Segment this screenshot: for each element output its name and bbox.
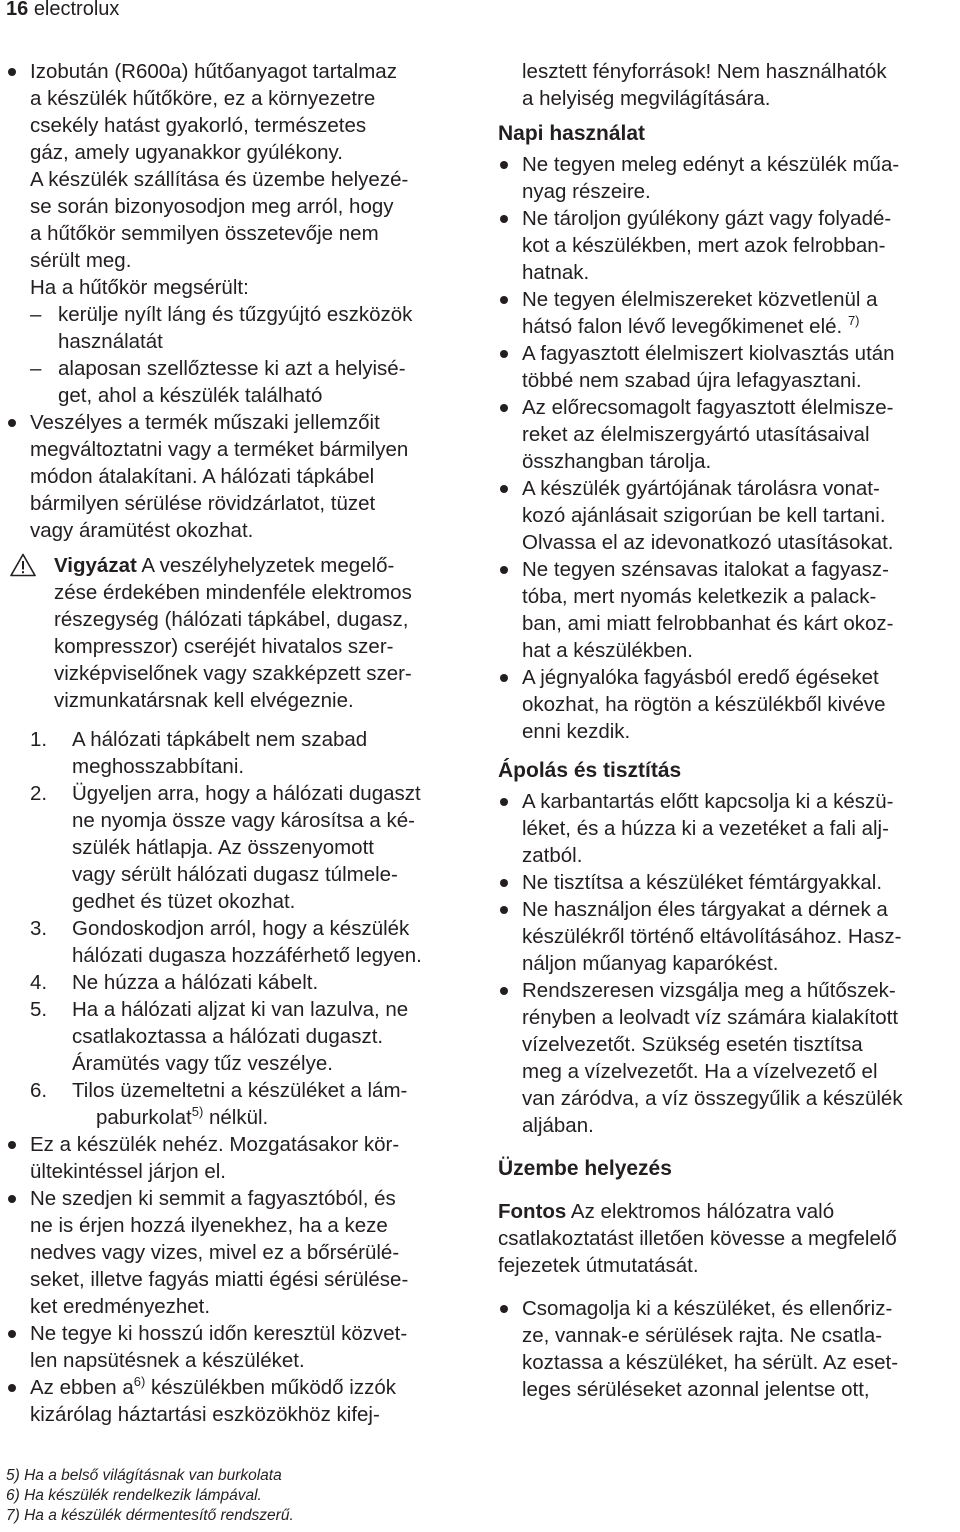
- text-line: Csomagolja ki a készüléket, és ellenőriz-: [522, 1297, 893, 1320]
- text-line: ne nyomja össze vagy károsítsa a ké-: [72, 809, 415, 832]
- numbered-item-1: 1. A hálózati tápkábelt nem szabad meghosszabbítani.: [30, 728, 368, 778]
- text-line: Veszélyes a termék műszaki jellemzőit: [30, 411, 380, 434]
- text-line: Ha a hálózati aljzat ki van lazulva, ne: [72, 998, 409, 1021]
- text-line: bármilyen sérülése rövidzárlatot, tüzet: [30, 492, 376, 515]
- text-line: használatát: [58, 330, 163, 353]
- text-line: hatnak.: [522, 261, 590, 284]
- text-line: zatból.: [522, 844, 583, 867]
- brand-name: electrolux: [33, 0, 120, 20]
- care-item: [498, 788, 958, 869]
- text-line: Olvassa el az idevonatkozó utasításokat.: [522, 531, 894, 554]
- numbered-item-4: 4. Ne húzza a hálózati kábelt.: [30, 971, 319, 994]
- text-line: hat a készülékben.: [522, 639, 693, 662]
- text-line: kot a készülékben, mert azok felrobban-: [522, 234, 886, 257]
- text-line: meg a vízelvezetőt. Ha a vízelvezető el: [522, 1060, 878, 1083]
- text-line: Ne tegye ki hosszú időn keresztül közvet-: [30, 1322, 408, 1345]
- text-line: többé nem szabad újra lefagyasztani.: [522, 369, 862, 392]
- text-line: Izobután (R600a) hűtőanyagot tartalmaz: [30, 60, 397, 83]
- care-item: [498, 869, 958, 896]
- text-line: kerülje nyílt láng és tűzgyújtó eszközök: [58, 303, 413, 326]
- text-line: náljon műanyag kaparókést.: [522, 952, 779, 975]
- care-item: [498, 896, 958, 977]
- text-line: vizmunkatársnak kell elvégeznie.: [54, 689, 354, 712]
- text-line: gedhet és tüzet okozhat.: [72, 890, 296, 913]
- text-line: készülékről történő eltávolításához. Hasz-: [522, 925, 902, 948]
- care-item: [498, 977, 958, 1139]
- text-line: enni kezdik.: [522, 720, 631, 743]
- text-line: okozhat, ha rögtön a készülékből kivéve: [522, 693, 886, 716]
- dash-item-ventilate: [6, 355, 472, 409]
- important-note: Fontos Az elektromos hálózatra való csatlakoztatást illetően kövesse a megfelelő fejezetek útmutatását.: [498, 1198, 958, 1279]
- text-line: leges sérüléseket azonnal jelentse ott,: [522, 1378, 870, 1401]
- daily-item: [498, 394, 958, 475]
- text-line: A karbantartás előtt kapcsolja ki a készü-: [522, 790, 894, 813]
- text-line: koztassa a készüléket, ha sérült. Az eset-: [522, 1351, 899, 1374]
- text-line: részegység (hálózati tápkábel, dugasz,: [54, 608, 409, 631]
- text-line: Áramütés vagy tűz veszélye.: [72, 1052, 333, 1075]
- text-line: sérült meg.: [30, 249, 132, 272]
- text-line: nyag részeire.: [522, 180, 651, 203]
- daily-item: [498, 151, 958, 205]
- page-header: [6, 0, 119, 22]
- text-line: csatlakoztatást illetően kövesse a megfelelő: [498, 1227, 897, 1250]
- bullet-heavy: [6, 1131, 472, 1185]
- text-line: zése érdekében mindenféle elektromos: [54, 581, 412, 604]
- bullet-sunlight: [6, 1320, 472, 1374]
- text-line: len napsütésnek a készüléket.: [30, 1349, 305, 1372]
- text-line: A hálózati tápkábelt nem szabad: [72, 728, 368, 751]
- text-line: Ez a készülék nehéz. Mozgatásakor kör-: [30, 1133, 400, 1156]
- text-line: Ügyeljen arra, hogy a hálózati dugaszt: [72, 782, 421, 805]
- text-line: reket az élelmiszergyártó utasításaival: [522, 423, 870, 446]
- text-line: seket, illetve fagyás miatti égési sérülése-: [30, 1268, 409, 1291]
- text-line: a hűtőkör semmilyen összetevője nem: [30, 222, 379, 245]
- footnote: 7) Ha a készülék dérmentesítő rendszerű.: [6, 1507, 294, 1524]
- text-line: Gondoskodjon arról, hogy a készülék: [72, 917, 410, 940]
- footnotes: [6, 1466, 294, 1526]
- daily-item: [498, 556, 958, 664]
- text-line: se során bizonyosodjon meg arról, hogy: [30, 195, 394, 218]
- right-column: [498, 58, 958, 1403]
- text-line: alaposan szellőztesse ki azt a helyisé-: [58, 357, 406, 380]
- text-line: vízelvezetőt. Szükség esetén tisztítsa: [522, 1033, 863, 1056]
- bullet-refrigerant: [6, 58, 472, 301]
- text-line: A készülék szállítása és üzembe helyezé-: [30, 168, 409, 191]
- footnote: 5) Ha a belső világításnak van burkolata: [6, 1467, 282, 1484]
- numbered-item-2: 2. Ügyeljen arra, hogy a hálózati dugaszt ne nyomja össze vagy károsítsa a ké- szülék hátlapja. Az összenyomott vagy sérült hálózati dugasz túlmele- gedhet és tüzet okozhat.: [30, 782, 421, 913]
- left-column: [6, 58, 472, 1428]
- text-line: ket eredményezhet.: [30, 1295, 211, 1318]
- install-item: [498, 1295, 958, 1403]
- dash-mark: –: [30, 357, 42, 380]
- text-line: Ne húzza a hálózati kábelt.: [72, 971, 319, 994]
- text-line: A fagyasztott élelmiszert kiolvasztás után: [522, 342, 895, 365]
- text-line: vagy áramütést okozhat.: [30, 519, 254, 542]
- numbered-item-6: 6. Tilos üzemeltetni a készüléket a lám- paburkolat$^{5)}$ nélkül.: [30, 1079, 408, 1129]
- text-line: Ne tegyen szénsavas italokat a fagyasz-: [522, 558, 889, 581]
- text-line: ze, vannak-e sérülések rajta. Ne csatla-: [522, 1324, 883, 1347]
- daily-item: Ne tegyen élelmiszereket közvetlenül a hátsó falon lévő levegőkimenet elé. $^{7)}$: [498, 286, 958, 340]
- text-line: vizképviselőnek vagy szakképzett szer-: [54, 662, 412, 685]
- dash-mark: –: [30, 303, 42, 326]
- dash-item-flame: [6, 301, 472, 355]
- text-line: Ne szedjen ki semmit a fagyasztóból, és: [30, 1187, 396, 1210]
- text-line: ne is érjen hozzá ilyenekhez, ha a keze: [30, 1214, 388, 1237]
- text-line: rényben a leolvadt víz számára kialakított: [522, 1006, 899, 1029]
- important-label: Fontos: [498, 1200, 567, 1223]
- warning-block: Vigyázat A veszélyhelyzetek megelő- zése érdekében mindenféle elektromos részegység (hálózati tápkábel, dugasz, kompresszor) cseréjét hivatalos szer- vizképviselőnek vagy szakképzett szer- vizmunkatársnak kell elvégeznie.: [6, 552, 472, 714]
- text-line: módon átalakítani. A hálózati tápkábel: [30, 465, 375, 488]
- text-line: kompresszor) cseréjét hivatalos szer-: [54, 635, 394, 658]
- bullet-freezer: [6, 1185, 472, 1320]
- page-number: 16: [6, 0, 29, 20]
- text-line: ültekintéssel járjon el.: [30, 1160, 226, 1183]
- text-line: van záródva, a víz összegyűlik a készülék: [522, 1087, 903, 1110]
- continued-text: [498, 58, 958, 112]
- text-line: a helyiség megvilágítására.: [522, 87, 771, 110]
- section-heading-installation: Üzembe helyezés: [498, 1157, 672, 1180]
- text-line: Ne tároljon gyúlékony gázt vagy folyadé-: [522, 207, 892, 230]
- footnote: 6) Ha készülék rendelkezik lámpával.: [6, 1487, 262, 1504]
- text-line: összhangban tárolja.: [522, 450, 712, 473]
- text-line: Ne tegyen meleg edényt a készülék műa-: [522, 153, 900, 176]
- text-line: aljában.: [522, 1114, 594, 1137]
- text-line: A jégnyalóka fagyásból eredő égéseket: [522, 666, 879, 689]
- warning-triangle-icon: [10, 553, 36, 577]
- bullet-modification: [6, 409, 472, 544]
- text-line: get, ahol a készülék található: [58, 384, 323, 407]
- text-line: nedves vagy vizes, mivel ez a bőrsérülé-: [30, 1241, 400, 1264]
- text-line: csatlakoztassa a hálózati dugaszt.: [72, 1025, 384, 1048]
- daily-item: [498, 340, 958, 394]
- numbered-item-3: 3. Gondoskodjon arról, hogy a készülék hálózati dugasza hozzáférhető legyen.: [30, 917, 422, 967]
- numbered-item-5: 5. Ha a hálózati aljzat ki van lazulva, ne csatlakoztassa a hálózati dugaszt. Áramütés vagy tűz veszélye.: [30, 998, 409, 1075]
- section-heading-care: Ápolás és tisztítás: [498, 759, 682, 782]
- text-line: Rendszeresen vizsgálja meg a hűtőszek-: [522, 979, 896, 1002]
- text-line: megváltoztatni vagy a terméket bármilyen: [30, 438, 409, 461]
- text-line: szülék hátlapja. Az összenyomott: [72, 836, 374, 859]
- text-line: a készülék hűtőköre, ez a környezetre: [30, 87, 376, 110]
- text-line: lesztett fényforrások! Nem használhatók: [522, 60, 887, 83]
- text-line: ban, ami miatt felrobbanhat és kárt okoz-: [522, 612, 894, 635]
- daily-item: [498, 664, 958, 745]
- text-line: gáz, amely ugyanakkor gyúlékony.: [30, 141, 343, 164]
- text-line: A készülék gyártójának tárolásra vonat-: [522, 477, 880, 500]
- text-line: Ne tisztítsa a készüléket fémtárgyakkal.: [522, 871, 883, 894]
- text-line: hálózati dugasza hozzáférhető legyen.: [72, 944, 422, 967]
- text-line: csekély hatást gyakorló, természetes: [30, 114, 367, 137]
- text-line: kozó ajánlásait szigorúan be kell tartani.: [522, 504, 886, 527]
- text-line: Ha a hűtőkör megsérült:: [30, 276, 249, 299]
- text-line: fejezetek útmutatását.: [498, 1254, 699, 1277]
- bullet-bulbs: Az ebben $a^{6)}$ készülékben működő izzók kizárólag háztartási eszközökhöz kifej-: [6, 1374, 472, 1428]
- daily-item: [498, 475, 958, 556]
- daily-item: [498, 205, 958, 286]
- section-heading-daily-use: Napi használat: [498, 122, 646, 145]
- text-line: meghosszabbítani.: [72, 755, 245, 778]
- text-line: Az előrecsomagolt fagyasztott élelmisze-: [522, 396, 894, 419]
- text-line: tóba, mert nyomás keletkezik a palack-: [522, 585, 877, 608]
- text-line: vagy sérült hálózati dugasz túlmele-: [72, 863, 398, 886]
- warning-label: Vigyázat: [54, 554, 137, 577]
- text-line: léket, és a húzza ki a vezetéket a fali alj-: [522, 817, 889, 840]
- text-line: Ne használjon éles tárgyakat a dérnek a: [522, 898, 888, 921]
